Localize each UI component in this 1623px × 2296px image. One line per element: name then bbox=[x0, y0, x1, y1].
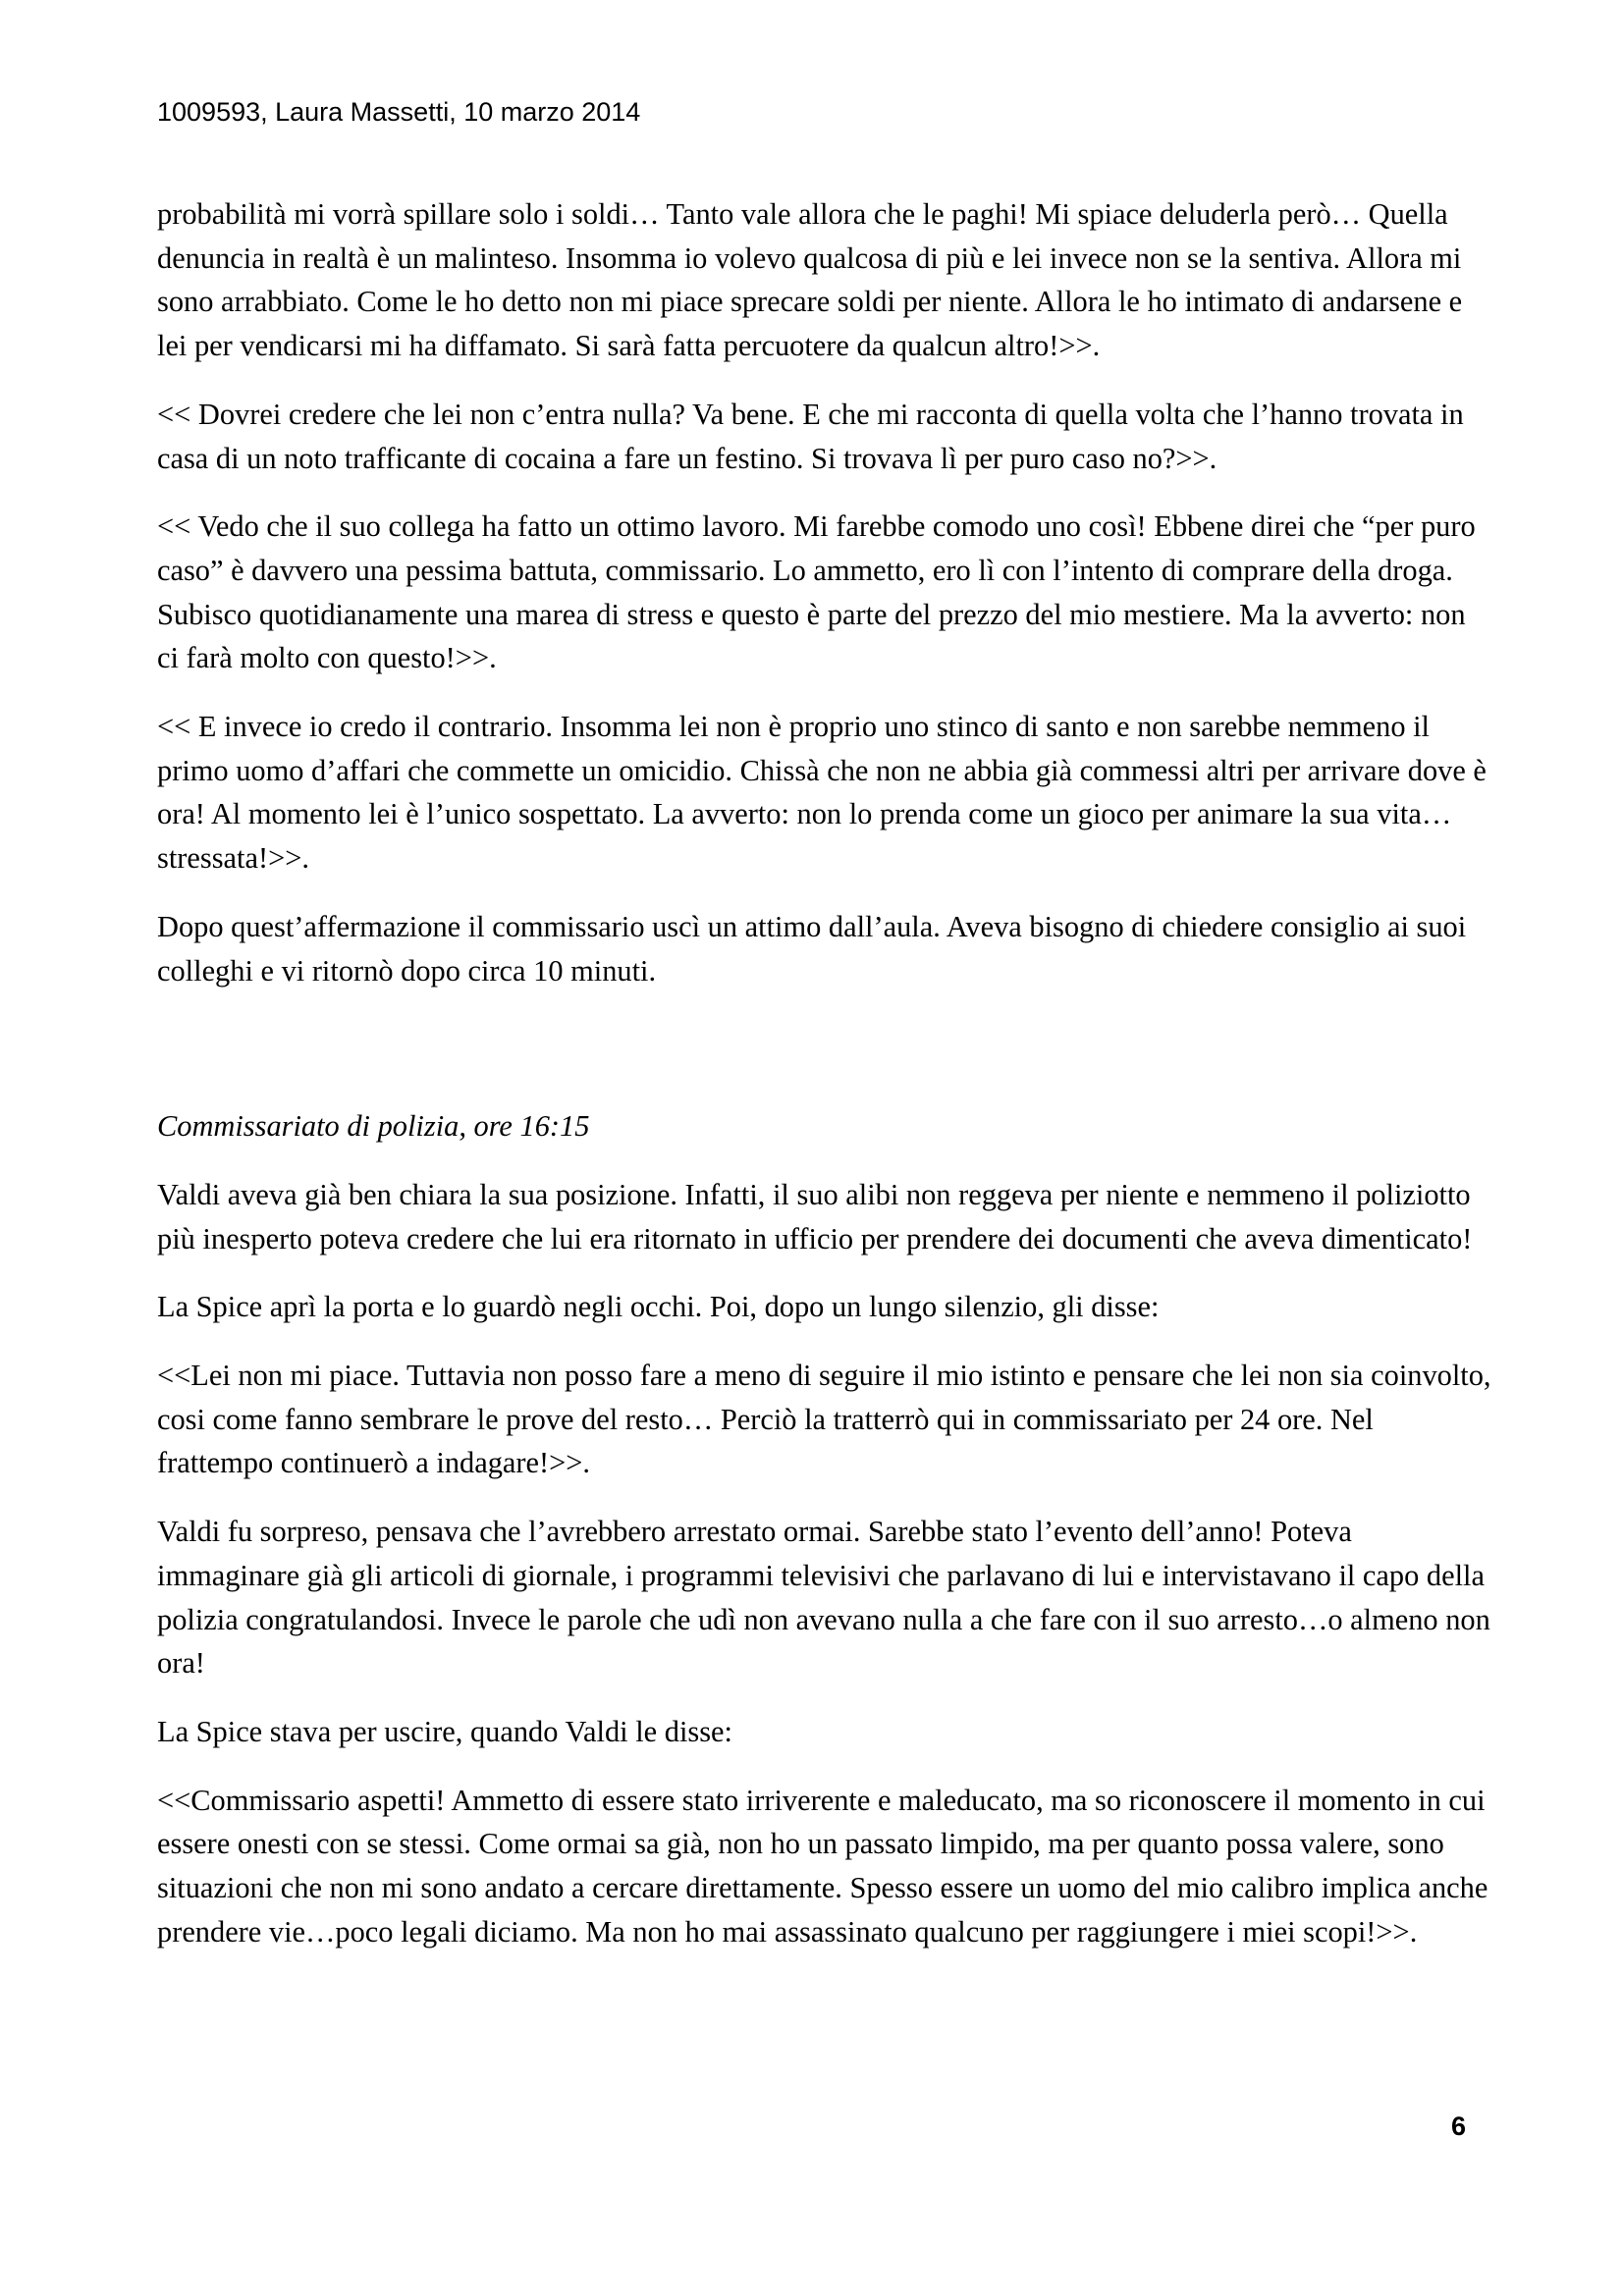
paragraph: << Dovrei credere che lei non c’entra nulla? Va bene. E che mi racconta di quella volta che l’hanno trovata in casa di un noto trafficante di cocaina a fare un festino. Si trovava lì per puro caso no?>>. bbox=[157, 397, 1464, 475]
page-header: 1009593, Laura Massetti, 10 marzo 2014 bbox=[157, 97, 641, 127]
paragraph: Valdi aveva già ben chiara la sua posizione. Infatti, il suo alibi non reggeva per niente e nemmeno il poliziotto più inesperto poteva credere che lui era ritornato in ufficio per prendere dei documenti che aveva dimenticato! bbox=[157, 1177, 1473, 1255]
paragraph: La Spice aprì la porta e lo guardò negli occhi. Poi, dopo un lungo silenzio, gli disse: bbox=[157, 1290, 1160, 1324]
paragraph: Valdi fu sorpreso, pensava che l’avrebbero arrestato ormai. Sarebbe stato l’evento dell’anno! Poteva immaginare già gli articoli di giornale, i programmi televisivi che parlavano di lui e intervistavano il capo della polizia congratulandosi. Invece le parole che udì non avevano nulla a che fare con il suo arresto…o almeno non ora! bbox=[157, 1515, 1490, 1681]
page-number: 6 bbox=[1451, 2111, 1467, 2141]
paragraph: Dopo quest’affermazione il commissario uscì un attimo dall’aula. Aveva bisogno di chiedere consiglio ai suoi colleghi e vi ritornò dopo circa 10 minuti. bbox=[157, 909, 1467, 988]
paragraph: << E invece io credo il contrario. Insomma lei non è proprio uno stinco di santo e non sarebbe nemmeno il primo uomo d’affari che commette un omicidio. Chissà che non ne abbia già commessi altri per arrivare dove è ora! Al momento lei è l’unico sospettato. La avverto: non lo prenda come un gioco per animare la sua vita…stressata!>>. bbox=[157, 710, 1487, 876]
paragraph: probabilità mi vorrà spillare solo i soldi… Tanto vale allora che le paghi! Mi spiace deluderla però… Quella denuncia in realtà è un malinteso. Insomma io volevo qualcosa di più e lei invece non se la sentiva. Allora mi sono arrabbiato. Come le ho detto non mi piace sprecare soldi per niente. Allora le ho intimato di andarsene e lei per vendicarsi mi ha diffamato. Si sarà fatta percuotere da qualcun altro!>>. bbox=[157, 197, 1463, 363]
paragraph: La Spice stava per uscire, quando Valdi le disse: bbox=[157, 1714, 732, 1748]
paragraph: <<Commissario aspetti! Ammetto di essere stato irriverente e maleducato, ma so riconoscere il momento in cui essere onesti con se stessi. Come ormai sa già, non ho un passato limpido, ma per quanto possa valere, sono situazioni che non mi sono andato a cercare direttamente. Spesso essere un uomo del mio calibro implica anche prendere vie…poco legali diciamo. Ma non ho mai assassinato qualcuno per raggiungere i miei scopi!>>. bbox=[157, 1783, 1488, 1949]
document-body bbox=[157, 192, 1492, 1979]
paragraph: << Vedo che il suo collega ha fatto un ottimo lavoro. Mi farebbe comodo uno così! Ebbene direi che “per puro caso” è davvero una pessima battuta, commissario. Lo ammetto, ero lì con l’intento di comprare della droga. Subisco quotidianamente una marea di stress e questo è parte del prezzo del mio mestiere. Ma la avverto: non ci farà molto con questo!>>. bbox=[157, 509, 1476, 675]
paragraph: <<Lei non mi piace. Tuttavia non posso fare a meno di seguire il mio istinto e pensare che lei non sia coinvolto, cosi come fanno sembrare le prove del resto… Perciò la tratterrò qui in commissariato per 24 ore. Nel frattempo continuerò a indagare!>>. bbox=[157, 1359, 1491, 1480]
section-heading: Commissariato di polizia, ore 16:15 bbox=[157, 1109, 590, 1144]
